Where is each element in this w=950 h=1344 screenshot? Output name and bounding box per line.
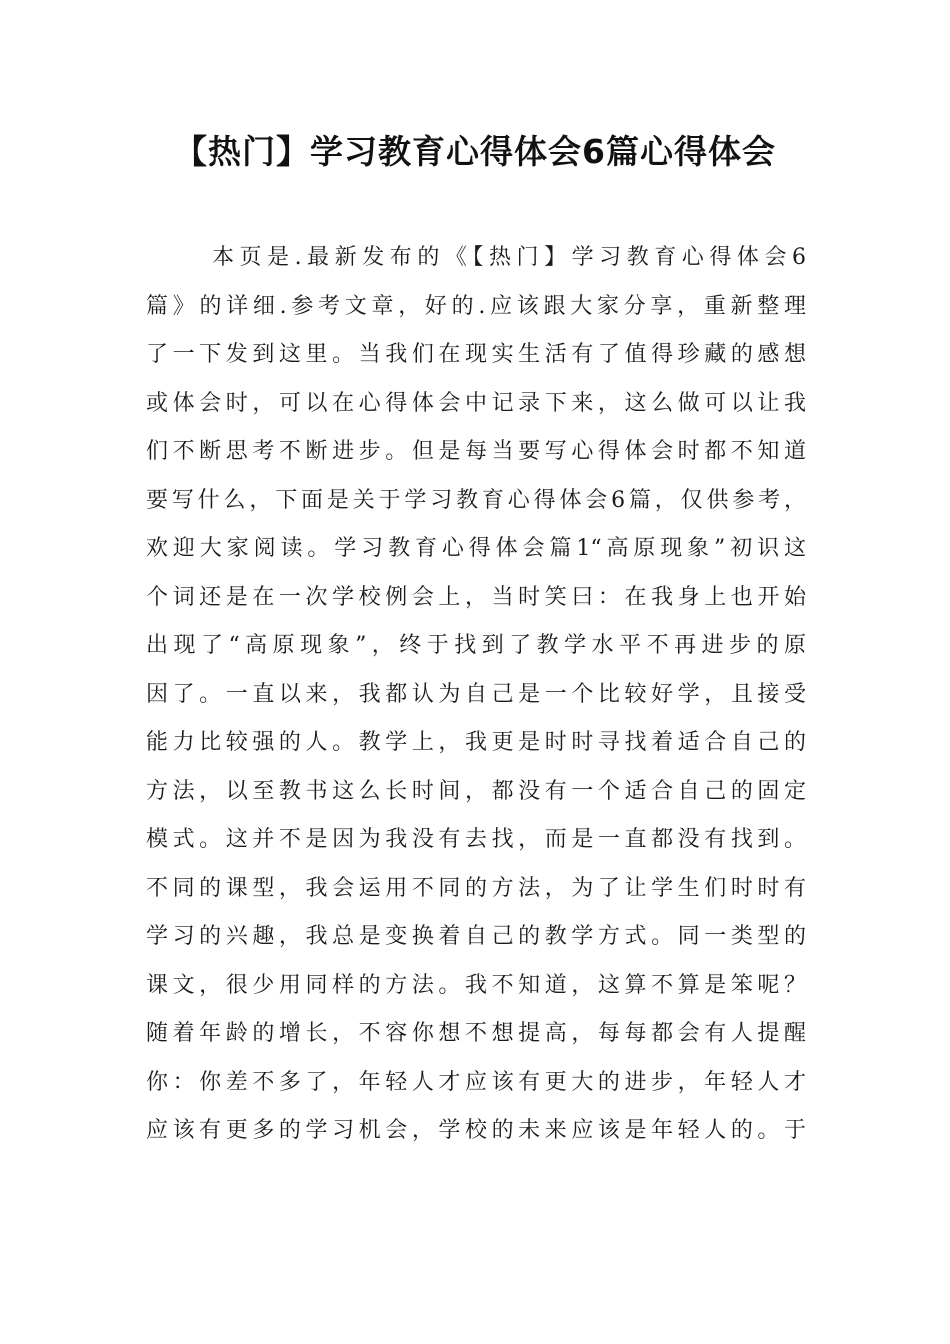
body-line: 了一下发到这里。当我们在现实生活有了值得珍藏的感想 <box>146 342 806 367</box>
body-line: 篇》的详细.参考文章，好的.应该跟大家分享，重新整理 <box>146 293 806 319</box>
body-line: 应该有更多的学习机会，学校的未来应该是年轻人的。于 <box>146 1118 806 1143</box>
body-line: 要写什么，下面是关于学习教育心得体会6篇，仅供参考， <box>146 487 806 513</box>
body-line: 随着年龄的增长，不容你想不想提高，每每都会有人提醒 <box>146 1021 806 1046</box>
document-body <box>146 234 806 1156</box>
body-line: 个词还是在一次学校例会上，当时笑曰：在我身上也开始 <box>146 584 806 610</box>
body-line: 模式。这并不是因为我没有去找，而是一直都没有找到。 <box>146 827 806 852</box>
body-line: 们不断思考不断进步。但是每当要写心得体会时都不知道 <box>146 439 806 464</box>
body-line: 课文，很少用同样的方法。我不知道，这算不算是笨呢？ <box>146 972 806 998</box>
body-line: 学习的兴趣，我总是变换着自己的教学方式。同一类型的 <box>146 924 806 949</box>
body-line: 不同的课型，我会运用不同的方法，为了让学生们时时有 <box>146 875 806 901</box>
body-line: 因了。一直以来，我都认为自己是一个比较好学，且接受 <box>146 681 806 707</box>
body-line: 能力比较强的人。教学上，我更是时时寻找着适合自己的 <box>146 730 806 755</box>
body-line: 出现了“高原现象”，终于找到了教学水平不再进步的原 <box>146 633 806 658</box>
body-line: 欢迎大家阅读。学习教育心得体会篇1“高原现象”初识这 <box>146 536 806 561</box>
body-line: 你：你差不多了，年轻人才应该有更大的进步，年轻人才 <box>146 1069 806 1095</box>
body-line: 方法，以至教书这么长时间，都没有一个适合自己的固定 <box>146 778 806 804</box>
body-line: 或体会时，可以在心得体会中记录下来，这么做可以让我 <box>146 390 806 416</box>
document-title: 【热门】学习教育心得体会6篇心得体会 <box>174 132 776 171</box>
body-line: 本页是.最新发布的《【热门】学习教育心得体会6 <box>212 245 806 270</box>
